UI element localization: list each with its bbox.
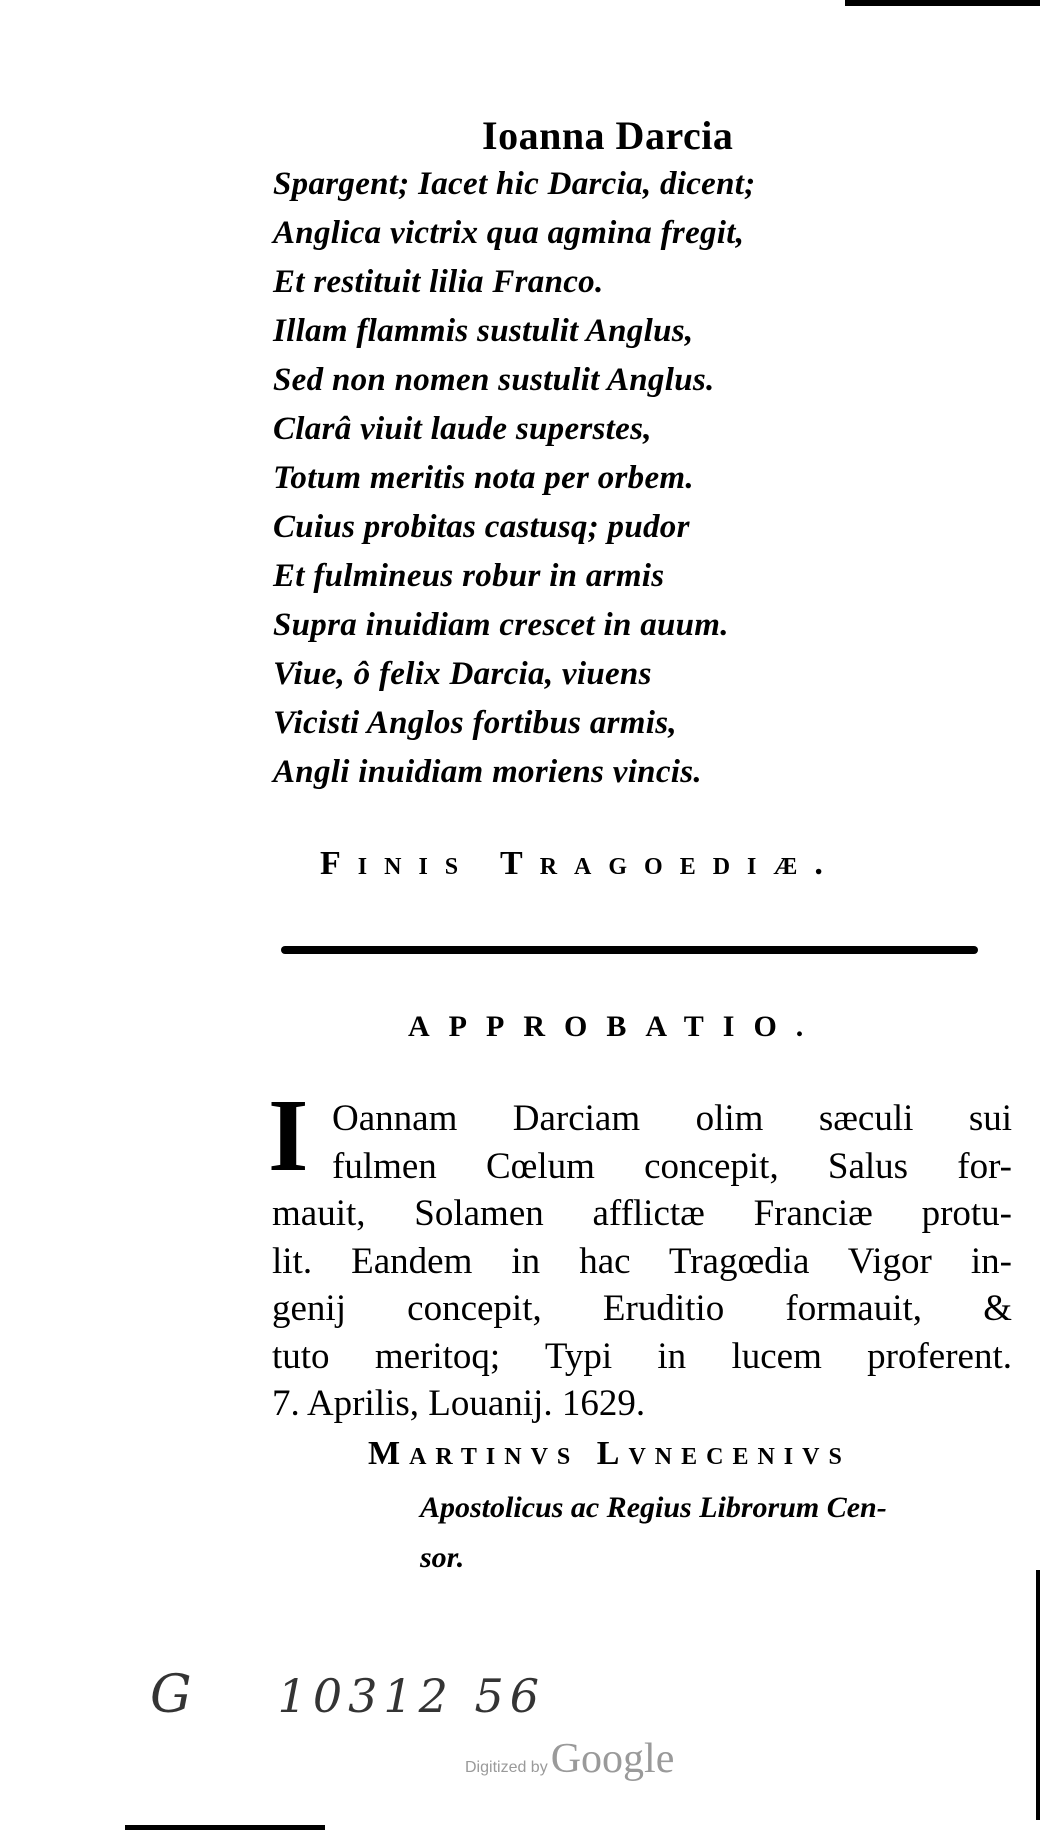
watermark-prefix: Digitized by [465, 1759, 548, 1776]
verse-line: Cuius probitas castusq; pudor [273, 509, 690, 545]
body-line: genij concepit, Eruditio formauit, & [272, 1288, 1012, 1329]
body-line: fulmen Cœlum concepit, Salus for- [332, 1145, 1012, 1187]
verse-line: Angli inuidiam moriens vincis. [273, 754, 702, 790]
body-line-date: 7. Aprilis, Louanij. 1629. [272, 1383, 646, 1424]
finis-heading: Finis Tragoediæ. [320, 845, 840, 882]
approbatio-body [272, 1095, 1012, 1428]
drop-cap: I [268, 1078, 309, 1193]
running-title: Ioanna Darcia [482, 113, 734, 158]
approbatio-heading: APPROBATIO. [408, 1010, 823, 1043]
body-line: Oannam Darciam olim sæculi sui [332, 1098, 1012, 1139]
horizontal-rule [281, 946, 978, 954]
verse-block [273, 160, 756, 797]
shelfmark-letter: G [150, 1665, 198, 1725]
page-edge-bottom [125, 1825, 325, 1830]
page-edge-top [845, 0, 1040, 6]
verse-line: Viue, ô felix Darcia, viuens [273, 656, 652, 692]
page-edge-right [1036, 1570, 1040, 1820]
signer-name: Martinvs Lvnecenivs [368, 1435, 851, 1472]
verse-line: Et restituit lilia Franco. [273, 264, 604, 300]
signer-office [420, 1483, 887, 1583]
verse-line: Illam flammis sustulit Anglus, [273, 313, 694, 349]
verse-line: Anglica victrix qua agmina fregit, [273, 215, 745, 251]
signer-office-line: Apostolicus ac Regius Librorum Cen- [420, 1491, 887, 1524]
verse-line: Et fulmineus robur in armis [273, 558, 665, 594]
verse-line: Totum meritis nota per orbem. [273, 460, 694, 496]
handwritten-shelfmark [150, 1665, 545, 1725]
verse-line: Supra inuidiam crescet in auum. [273, 607, 729, 643]
verse-line: Spargent; Iacet hic Darcia, dicent; [273, 166, 756, 202]
signer-office-line: sor. [420, 1541, 465, 1574]
google-logo: Google [550, 1736, 675, 1782]
body-line: mauit, Solamen afflictæ Franciæ protu- [272, 1193, 1012, 1234]
verse-line: Sed non nomen sustulit Anglus. [273, 362, 715, 398]
body-line: tuto meritoq; Typi in lucem proferent. [272, 1335, 1012, 1377]
verse-line: Vicisti Anglos fortibus armis, [273, 705, 677, 741]
shelfmark-number: 10312 56 [277, 1669, 546, 1723]
verse-line: Clarâ viuit laude superstes, [273, 411, 652, 447]
digitized-watermark [465, 1735, 674, 1783]
body-line: lit. Eandem in hac Tragœdia Vigor in- [272, 1240, 1012, 1282]
